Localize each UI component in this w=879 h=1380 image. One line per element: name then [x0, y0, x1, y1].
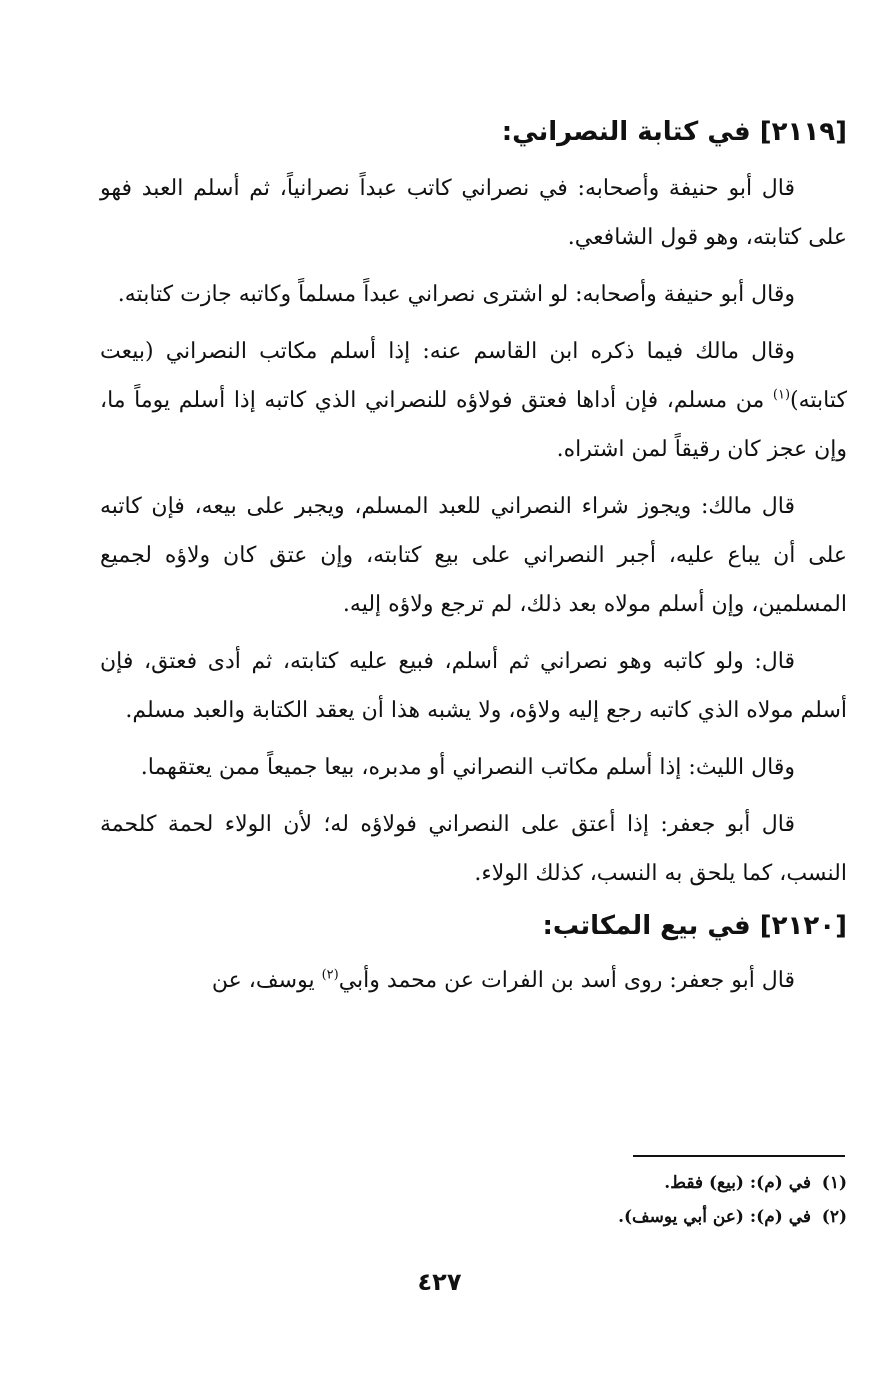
paragraph: وقال أبو حنيفة وأصحابه: لو اشترى نصراني عبداً مسلماً وكاتبه جازت كتابته. [117, 282, 795, 307]
paragraph: قال: ولو كاتبه وهو نصراني ثم أسلم، فبيع عليه كتابته، ثم أدى فعتق، فإن أسلم مولاه الذي كاتبه رجع إليه ولاؤه، ولا يشبه هذا أن يعقد الكتابة والعبد مسلم. [100, 649, 847, 723]
page-number: ٤٢٧ [417, 1268, 462, 1296]
paragraph-text: من مسلم، فإن أداها فعتق فولاؤه للنصراني الذي كاتبه إذا أسلم يوماً ما، وإن عجز كان رقيقاً لمن اشتراه. [100, 388, 847, 462]
footnote-number: (٢) [821, 1207, 847, 1227]
footnote-ref: (١) [772, 387, 791, 403]
paragraph [100, 956, 847, 1005]
footnote-text: في (م): (عن أبي يوسف). [618, 1207, 811, 1227]
paragraph-text: يوسف، عن [211, 968, 322, 993]
paragraph: قال مالك: ويجوز شراء النصراني للعبد المسلم، ويجبر على بيعه، فإن كاتبه على أن يباع عليه، أجبر النصراني على بيع كتابته، وإن عتق كان ولاؤه لجميع المسلمين، وإن أسلم مولاه بعد ذلك، لم ترجع ولاؤه إليه. [100, 494, 847, 617]
paragraph-text: قال أبو جعفر: روى أسد بن الفرات عن محمد وأبي [338, 968, 795, 993]
paragraph [100, 327, 847, 474]
section-heading-2120: [٢١٢٠] في بيع المكاتب: [542, 911, 847, 941]
footnotes [100, 1166, 847, 1234]
section-heading-2119: [٢١١٩] في كتابة النصراني: [501, 117, 847, 147]
footnote-number: (١) [821, 1173, 847, 1193]
paragraph: وقال الليث: إذا أسلم مكاتب النصراني أو مدبره، بيعا جميعاً ممن يعتقهما. [140, 755, 795, 780]
paragraph-text: وقال مالك فيما ذكره ابن القاسم عنه: إذا أسلم مكاتب النصراني (بيعت كتابته) [100, 339, 847, 413]
footnote [100, 1166, 847, 1200]
paragraph: قال أبو حنيفة وأصحابه: في نصراني كاتب عبداً نصرانياً، ثم أسلم العبد فهو على كتابته، وهو قول الشافعي. [100, 176, 847, 250]
footnote-ref: (٢) [321, 967, 339, 983]
footnote-divider [633, 1155, 845, 1157]
paragraph: قال أبو جعفر: إذا أعتق على النصراني فولاؤه له؛ لأن الولاء لحمة كلحمة النسب، كما يلحق به النسب، كذلك الولاء. [100, 812, 847, 886]
footnote-text: في (م): (بيع) فقط. [664, 1173, 811, 1193]
footnote [100, 1200, 847, 1234]
